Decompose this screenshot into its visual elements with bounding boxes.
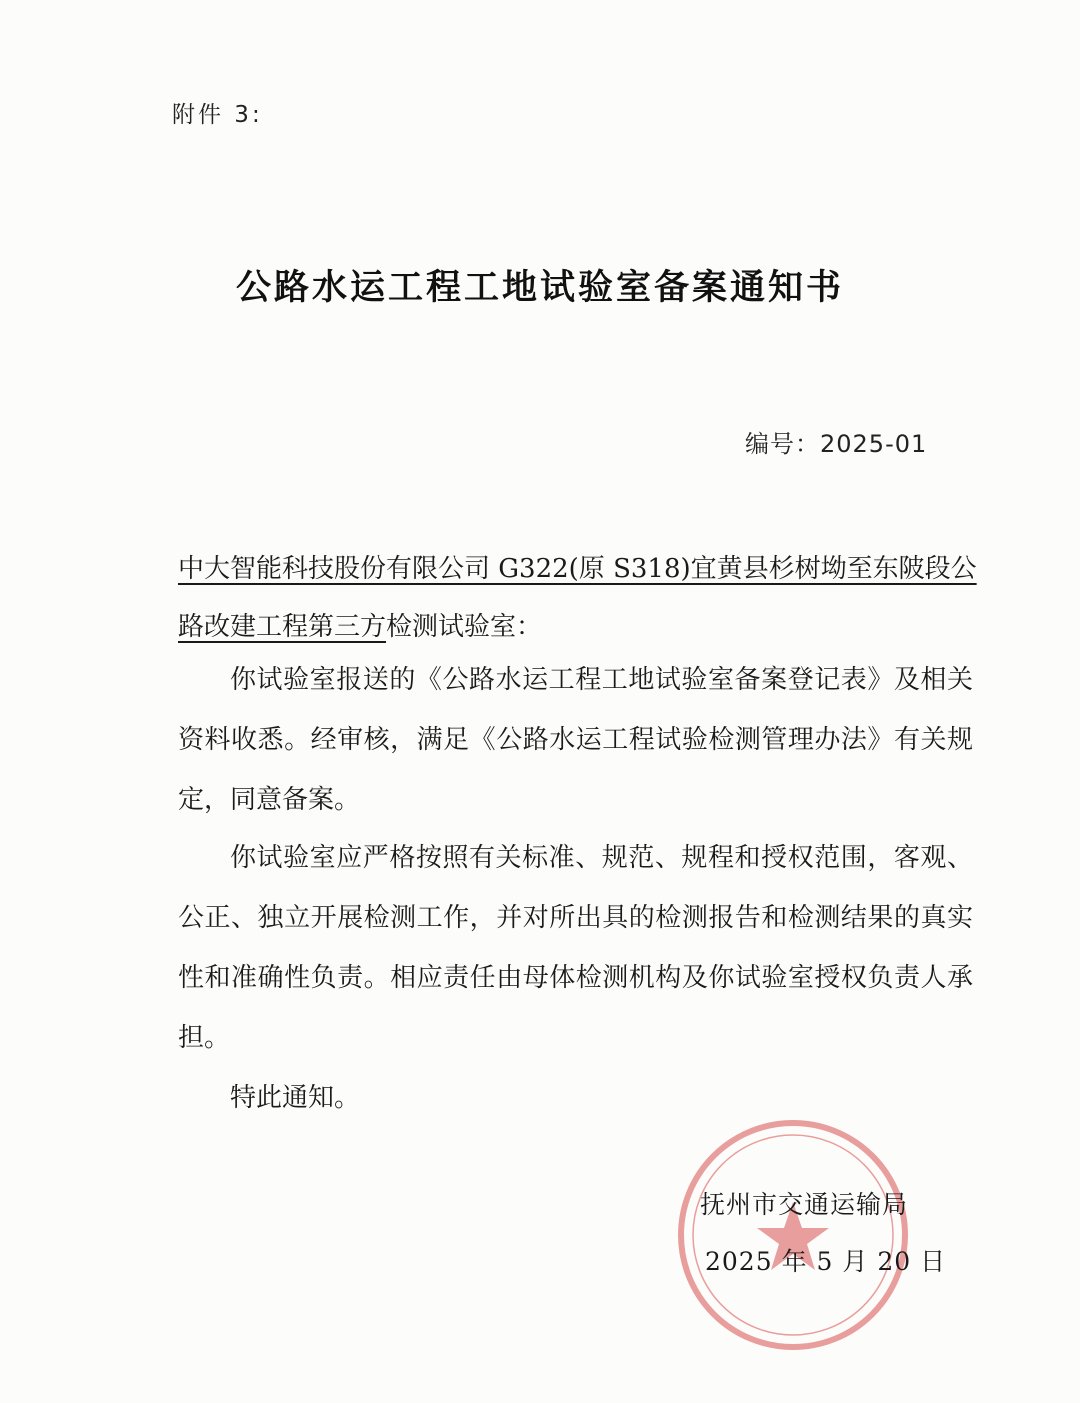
document-number: 编号：2025-01 [745, 430, 928, 458]
addressee [178, 540, 978, 656]
addressee-underlined: 中大智能科技股份有限公司 G322(原 S318)宜黄县杉树坳至东陂段公路改建工程第三方 [178, 554, 977, 642]
document-title: 公路水运工程工地试验室备案通知书 [235, 268, 844, 308]
attachment-label: 附件 3: [172, 102, 263, 128]
paragraph-approval: 你试验室报送的《公路水运工程工地试验室备案登记表》及相关资料收悉。经审核，满足《公路水运工程试验检测管理办法》有关规定，同意备案。 [178, 665, 973, 815]
addressee-rest: 检测试验室： [386, 612, 543, 642]
paragraph-responsibility: 你试验室应严格按照有关标准、规范、规程和授权范围，客观、公正、独立开展检测工作，并对所出具的检测报告和检测结果的真实性和准确性负责。相应责任由母体检测机构及你试验室授权负责人承担。 [178, 843, 973, 1053]
paragraph-notice: 特此通知。 [230, 1083, 361, 1113]
official-seal [668, 1110, 918, 1360]
signing-date: 2025 年 5 月 20 日 [705, 1247, 947, 1276]
signer-organization: 抚州市交通运输局 [700, 1190, 909, 1219]
